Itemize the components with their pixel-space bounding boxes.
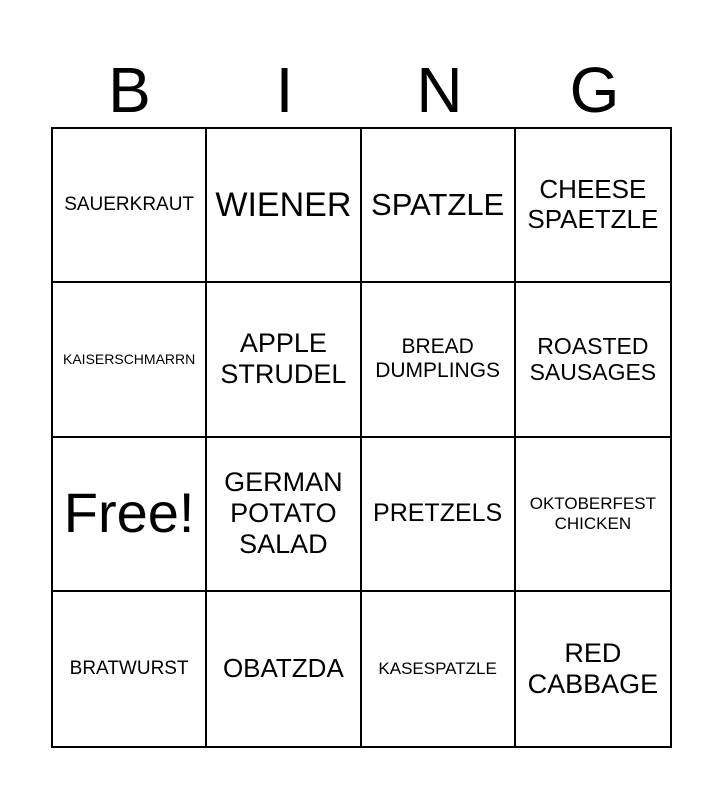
bingo-header [52,50,672,128]
cell-label: RED CABBAGE [527,637,659,699]
cell-label: ROASTED SAUSAGES [529,332,657,386]
bingo-cell[interactable] [207,438,361,592]
bingo-cell[interactable] [362,592,516,746]
bingo-cell[interactable] [207,592,361,746]
header-letter-b: B [108,54,151,126]
cell-label: GERMAN POTATO SALAD [224,467,343,560]
bingo-cell[interactable] [53,592,207,746]
bingo-cell[interactable] [516,129,670,283]
bingo-cell[interactable] [53,129,207,283]
bingo-cell[interactable] [362,438,516,592]
cell-label: KASESPATZLE [378,659,497,679]
bingo-cell[interactable] [516,438,670,592]
cell-label: BREAD DUMPLINGS [375,335,501,383]
cell-label: SPATZLE [371,187,505,223]
header-letter-i: I [275,54,294,126]
bingo-cell[interactable] [362,283,516,437]
cell-label: OKTOBERFEST CHICKEN [529,494,656,533]
cell-label: PRETZELS [373,499,503,528]
cell-label: KAISERSCHMARRN [63,351,196,368]
bingo-board [51,127,672,748]
cell-label: OBATZDA [222,652,344,683]
bingo-cell[interactable] [207,129,361,283]
free-space-cell[interactable] [53,438,207,592]
cell-label: APPLE STRUDEL [220,328,347,390]
bingo-cell[interactable] [516,283,670,437]
bingo-cell[interactable] [362,129,516,283]
bingo-cell[interactable] [53,283,207,437]
cell-label: WIENER [215,185,352,224]
bingo-cell[interactable] [516,592,670,746]
bingo-cell[interactable] [207,283,361,437]
header-letter-g: G [569,54,620,126]
cell-label: BRATWURST [69,657,189,679]
free-space-label: Free! [63,481,195,545]
header-letter-n: N [416,54,463,126]
cell-label: SAUERKRAUT [64,194,195,216]
cell-label: CHEESE SPAETZLE [527,174,659,235]
